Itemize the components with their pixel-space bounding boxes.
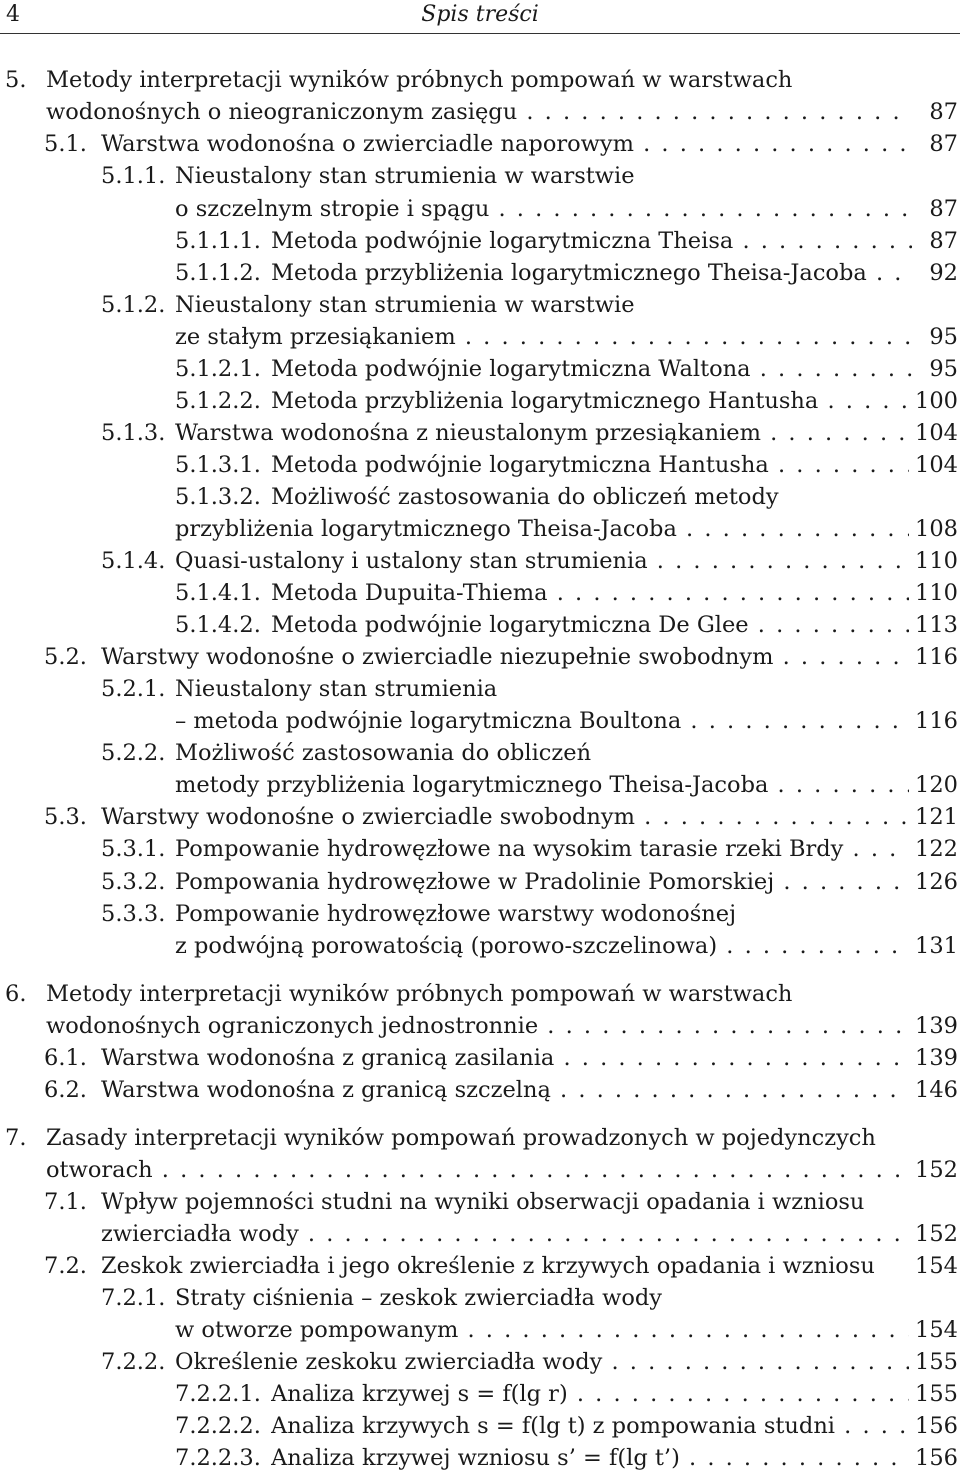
- toc-entry: [0, 1218, 960, 1250]
- section-title: Możliwość zastosowania do obliczeń: [175, 740, 592, 766]
- section-number: 5.1.2.1.: [175, 356, 261, 382]
- toc-entry: [0, 641, 960, 673]
- section-number: 5.: [5, 67, 27, 93]
- page-ref: 104: [909, 417, 958, 449]
- section-title: Warstwy wodonośne o zwierciadle swobodnym . . .: [101, 801, 912, 833]
- toc-entry: [0, 289, 960, 321]
- page-ref: 155: [909, 1346, 958, 1378]
- section-title: Zeskok zwierciadła i jego określenie z krzywych opadania i wzniosu: [101, 1253, 875, 1279]
- section-number: 5.1.1.: [101, 163, 166, 189]
- section-title: Analiza krzywej wzniosu s’ = f(lg t’) . . .: [271, 1442, 912, 1474]
- section-title: Warstwa wodonośna z granicą zasilania . . .: [101, 1042, 912, 1074]
- toc-entry: [0, 481, 960, 513]
- section-title: wodonośnych ograniczonych jednostronnie . . .: [46, 1010, 912, 1042]
- page-ref: 108: [909, 513, 958, 545]
- toc-entry: [0, 193, 960, 225]
- toc-entry: [0, 1154, 960, 1186]
- section-title: Nieustalony stan strumienia w warstwie: [175, 292, 635, 318]
- section-title: zwierciadła wody . . .: [101, 1218, 912, 1250]
- section-title: ze stałym przesiąkaniem . . .: [175, 321, 912, 353]
- section-number: 5.1.3.: [101, 420, 166, 446]
- section-title: Możliwość zastosowania do obliczeń metody: [271, 484, 779, 510]
- toc-entry: [0, 1282, 960, 1314]
- page-number: 4: [6, 2, 20, 27]
- section-number: 5.2.2.: [101, 740, 166, 766]
- section-title: Quasi-ustalony i ustalony stan strumienia . . .: [175, 545, 912, 577]
- section-number: 6.: [5, 981, 27, 1007]
- page-ref: 146: [909, 1074, 958, 1106]
- toc-entry: [0, 833, 960, 865]
- section-number: 5.1.4.1.: [175, 580, 261, 606]
- toc-entry: [0, 1346, 960, 1378]
- page-ref: 95: [923, 321, 958, 353]
- toc-entry: [0, 1410, 960, 1442]
- section-number: 5.1.: [44, 131, 87, 157]
- section-number: 7.2.2.: [101, 1349, 166, 1375]
- section-title: Metoda przybliżenia logarytmicznego Hantusha . . .: [271, 385, 912, 417]
- section-title: Metoda podwójnie logarytmiczna Waltona . . .: [271, 353, 912, 385]
- page-ref: 139: [909, 1010, 958, 1042]
- section-number: 5.1.4.: [101, 548, 166, 574]
- page-ref: 120: [909, 769, 958, 801]
- page-ref: 152: [909, 1218, 958, 1250]
- page-ref: 87: [923, 96, 958, 128]
- toc-entry: [0, 321, 960, 353]
- section-title: Analiza krzywej s = f(lg r) . . .: [271, 1378, 912, 1410]
- toc-entry: [0, 577, 960, 609]
- page-ref: 113: [909, 609, 958, 641]
- toc-entry: [0, 385, 960, 417]
- page-ref: 154: [909, 1314, 958, 1346]
- section-title: Metoda podwójnie logarytmiczna Hantusha . . .: [271, 449, 912, 481]
- toc-entry: [0, 898, 960, 930]
- section-number: 6.2.: [44, 1077, 87, 1103]
- section-title: Określenie zeskoku zwierciadła wody . . .: [175, 1346, 912, 1378]
- section-number: 6.1.: [44, 1045, 87, 1071]
- page-ref: 87: [923, 193, 958, 225]
- page-header: [0, 0, 960, 34]
- toc-entry: [0, 417, 960, 449]
- toc-entry: [0, 353, 960, 385]
- toc-entry: [0, 1074, 960, 1106]
- page-ref: 92: [923, 257, 958, 289]
- section-title: w otworze pompowanym . . .: [175, 1314, 912, 1346]
- page-ref: 152: [909, 1154, 958, 1186]
- section-title: Wpływ pojemności studni na wyniki obserwacji opadania i wzniosu: [101, 1189, 865, 1215]
- section-title: Warstwa wodonośna z nieustalonym przesiąkaniem . . .: [175, 417, 912, 449]
- section-number: 5.3.3.: [101, 901, 166, 927]
- section-number: 5.1.3.1.: [175, 452, 261, 478]
- page-ref: 156: [909, 1410, 958, 1442]
- toc-entry: [0, 705, 960, 737]
- section-number: 5.1.1.2.: [175, 260, 261, 286]
- header-rule: [0, 33, 960, 34]
- section-title: Metody interpretacji wyników próbnych pompowań w warstwach: [46, 67, 793, 93]
- section-number: 5.3.2.: [101, 869, 166, 895]
- page-ref: 139: [909, 1042, 958, 1074]
- section-number: 5.2.1.: [101, 676, 166, 702]
- toc-entry: [0, 609, 960, 641]
- section-number: 7.1.: [44, 1189, 87, 1215]
- toc-entry: [0, 1042, 960, 1074]
- section-number: 5.1.1.1.: [175, 228, 261, 254]
- toc-entry: [0, 1250, 960, 1282]
- section-title: Metody interpretacji wyników próbnych pompowań w warstwach: [46, 981, 793, 1007]
- toc-entry: [0, 1010, 960, 1042]
- page-ref: 155: [909, 1378, 958, 1410]
- section-title: Pompowanie hydrowęzłowe warstwy wodonośnej: [175, 901, 737, 927]
- toc-entry: [0, 1378, 960, 1410]
- section-number: 5.1.2.: [101, 292, 166, 318]
- section-title: Metoda Dupuita-Thiema . . .: [271, 577, 912, 609]
- toc-entry: [0, 128, 960, 160]
- page-ref: 116: [909, 705, 958, 737]
- section-title: Warstwa wodonośna o zwierciadle naporowym . . .: [101, 128, 912, 160]
- toc-entry: [0, 801, 960, 833]
- section-number: 5.3.: [44, 804, 87, 830]
- page-ref: 126: [909, 866, 958, 898]
- toc-entry: [0, 1314, 960, 1346]
- toc-entry: [0, 513, 960, 545]
- section-number: 7.2.2.1.: [175, 1381, 261, 1407]
- toc-entry: [0, 978, 960, 1010]
- section-number: 5.1.3.2.: [175, 484, 261, 510]
- toc-entry: [0, 930, 960, 962]
- toc-entry: [0, 64, 960, 96]
- section-title: otworach . . .: [46, 1154, 912, 1186]
- page-ref: 110: [909, 577, 958, 609]
- section-title: Nieustalony stan strumienia: [175, 676, 498, 702]
- page-ref: 100: [909, 385, 958, 417]
- section-title: Warstwa wodonośna z granicą szczelną . . .: [101, 1074, 912, 1106]
- toc-entry: [0, 225, 960, 257]
- running-title: Spis treści: [421, 2, 539, 27]
- page-ref: 110: [909, 545, 958, 577]
- section-title: wodonośnych o nieograniczonym zasięgu . . .: [46, 96, 912, 128]
- section-title: Metoda przybliżenia logarytmicznego Theisa-Jacoba . . .: [271, 257, 912, 289]
- page-ref: 156: [909, 1442, 958, 1474]
- section-title: Pompowanie hydrowęzłowe na wysokim tarasie rzeki Brdy . . .: [175, 833, 912, 865]
- section-number: 7.2.: [44, 1253, 87, 1279]
- toc-entry: [0, 673, 960, 705]
- section-title: metody przybliżenia logarytmicznego Theisa-Jacoba . . .: [175, 769, 912, 801]
- section-title: o szczelnym stropie i spągu . . .: [175, 193, 912, 225]
- section-number: 7.: [5, 1125, 27, 1151]
- page-ref: 131: [909, 930, 958, 962]
- section-title: z podwójną porowatością (porowo-szczelinowa) . . .: [175, 930, 912, 962]
- toc-entry: [0, 96, 960, 128]
- page-ref: 121: [909, 801, 958, 833]
- section-title: Metoda podwójnie logarytmiczna Theisa . . .: [271, 225, 912, 257]
- section-number: 5.2.: [44, 644, 87, 670]
- page-ref: 95: [923, 353, 958, 385]
- section-number: 5.3.1.: [101, 836, 166, 862]
- section-number: 7.2.2.2.: [175, 1413, 261, 1439]
- section-title: – metoda podwójnie logarytmiczna Boultona . . .: [175, 705, 912, 737]
- section-title: Pompowania hydrowęzłowe w Pradolinie Pomorskiej . . .: [175, 866, 912, 898]
- section-title: Zasady interpretacji wyników pompowań prowadzonych w pojedynczych: [46, 1125, 876, 1151]
- toc-entry: [0, 737, 960, 769]
- page-ref: 116: [909, 641, 958, 673]
- section-title: Analiza krzywych s = f(lg t) z pompowania studni . . .: [271, 1410, 912, 1442]
- toc-entry: [0, 449, 960, 481]
- toc-entry: [0, 1122, 960, 1154]
- toc-entry: [0, 1442, 960, 1474]
- page-ref: 154: [909, 1250, 958, 1282]
- toc-entry: [0, 866, 960, 898]
- section-title: Metoda podwójnie logarytmiczna De Glee . . .: [271, 609, 912, 641]
- toc-entry: [0, 160, 960, 192]
- section-number: 7.2.1.: [101, 1285, 166, 1311]
- toc-entry: [0, 545, 960, 577]
- section-title: Nieustalony stan strumienia w warstwie: [175, 163, 635, 189]
- toc-entry: [0, 257, 960, 289]
- toc-entry: [0, 769, 960, 801]
- section-number: 7.2.2.3.: [175, 1445, 261, 1471]
- page-ref: 87: [923, 225, 958, 257]
- section-title: przybliżenia logarytmicznego Theisa-Jacoba . . .: [175, 513, 912, 545]
- section-number: 5.1.4.2.: [175, 612, 261, 638]
- section-title: Warstwy wodonośne o zwierciadle niezupełnie swobodnym . . .: [101, 641, 912, 673]
- page-ref: 122: [909, 833, 958, 865]
- section-title: Straty ciśnienia – zeskok zwierciadła wody: [175, 1285, 662, 1311]
- page-ref: 104: [909, 449, 958, 481]
- section-number: 5.1.2.2.: [175, 388, 261, 414]
- page-ref: 87: [923, 128, 958, 160]
- toc-entry: [0, 1186, 960, 1218]
